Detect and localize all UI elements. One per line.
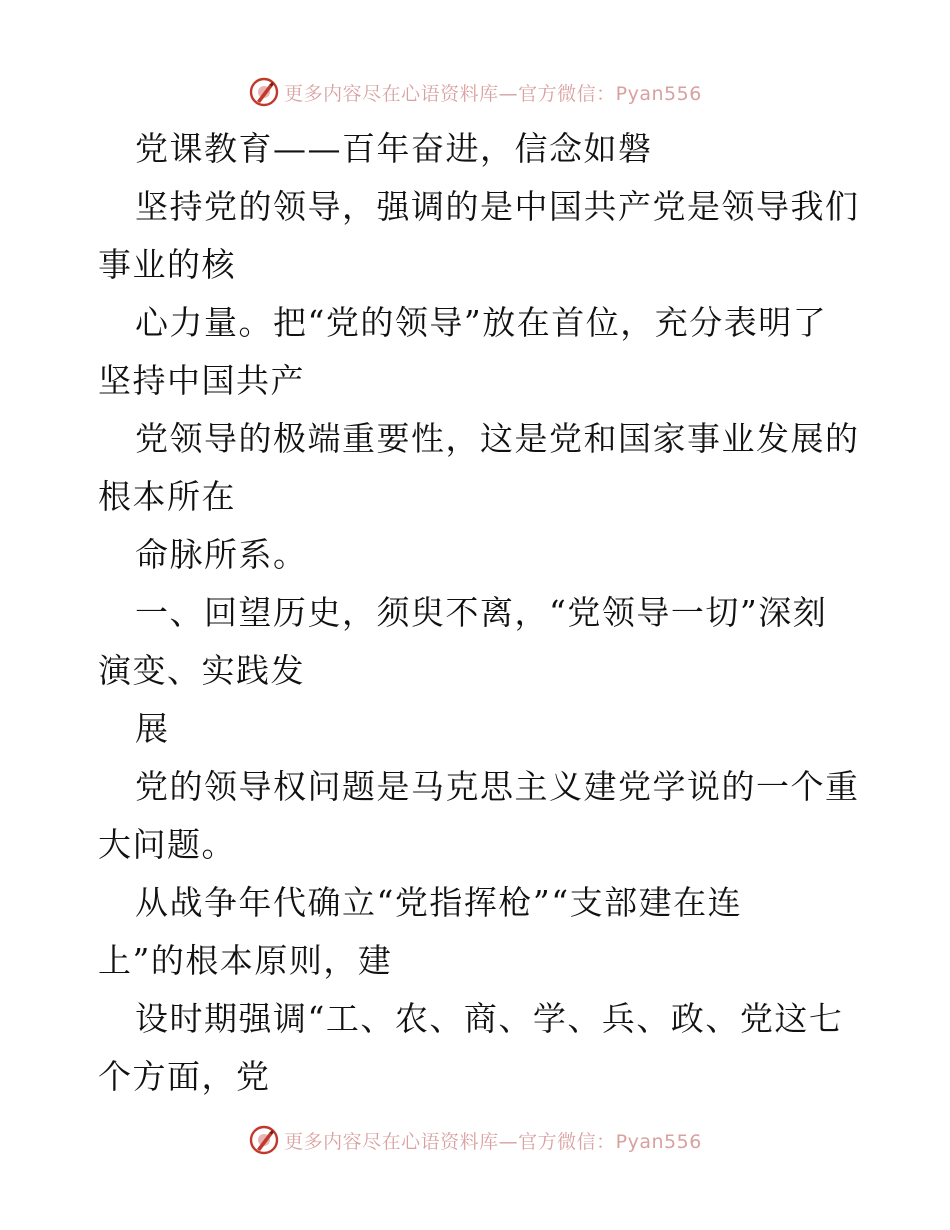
text-line: 坚持党的领导，强调的是中国共产党是领导我们 (135, 187, 860, 226)
text-line: 命脉所系。 (135, 535, 308, 574)
footer-watermark (0, 1120, 950, 1160)
text-line: 一、回望历史，须臾不离，“党领导一切”深刻 (135, 593, 828, 632)
watermark-text: 更多内容尽在心语资料库—官方微信：Pyan556 (284, 1130, 702, 1153)
text-line: 党的领导权问题是马克思主义建党学说的一个重 (135, 767, 860, 806)
text-line: 上”的根本原则，建 (98, 941, 393, 980)
pen-logo-icon (248, 76, 280, 108)
text-line: 根本所在 (98, 477, 236, 516)
text-line: 事业的核 (98, 245, 236, 284)
text-line: 演变、实践发 (98, 651, 305, 690)
text-line: 设时期强调“工、农、商、学、兵、政、党这七 (135, 999, 844, 1038)
text-line: 心力量。把“党的领导”放在首位，充分表明了 (135, 303, 828, 342)
document-body (98, 120, 860, 1106)
text-line: 坚持中国共产 (98, 361, 305, 400)
text-line: 党课教育——百年奋进，信念如磐 (135, 129, 653, 168)
text-line: 从战争年代确立“党指挥枪”“支部建在连 (135, 883, 743, 922)
header-watermark (0, 72, 950, 112)
text-line: 大问题。 (98, 825, 236, 864)
watermark-text: 更多内容尽在心语资料库—官方微信：Pyan556 (284, 82, 702, 105)
text-line: 个方面，党 (98, 1057, 271, 1096)
pen-logo-icon (248, 1124, 280, 1156)
text-line: 党领导的极端重要性，这是党和国家事业发展的 (135, 419, 860, 458)
text-line: 展 (135, 709, 170, 748)
